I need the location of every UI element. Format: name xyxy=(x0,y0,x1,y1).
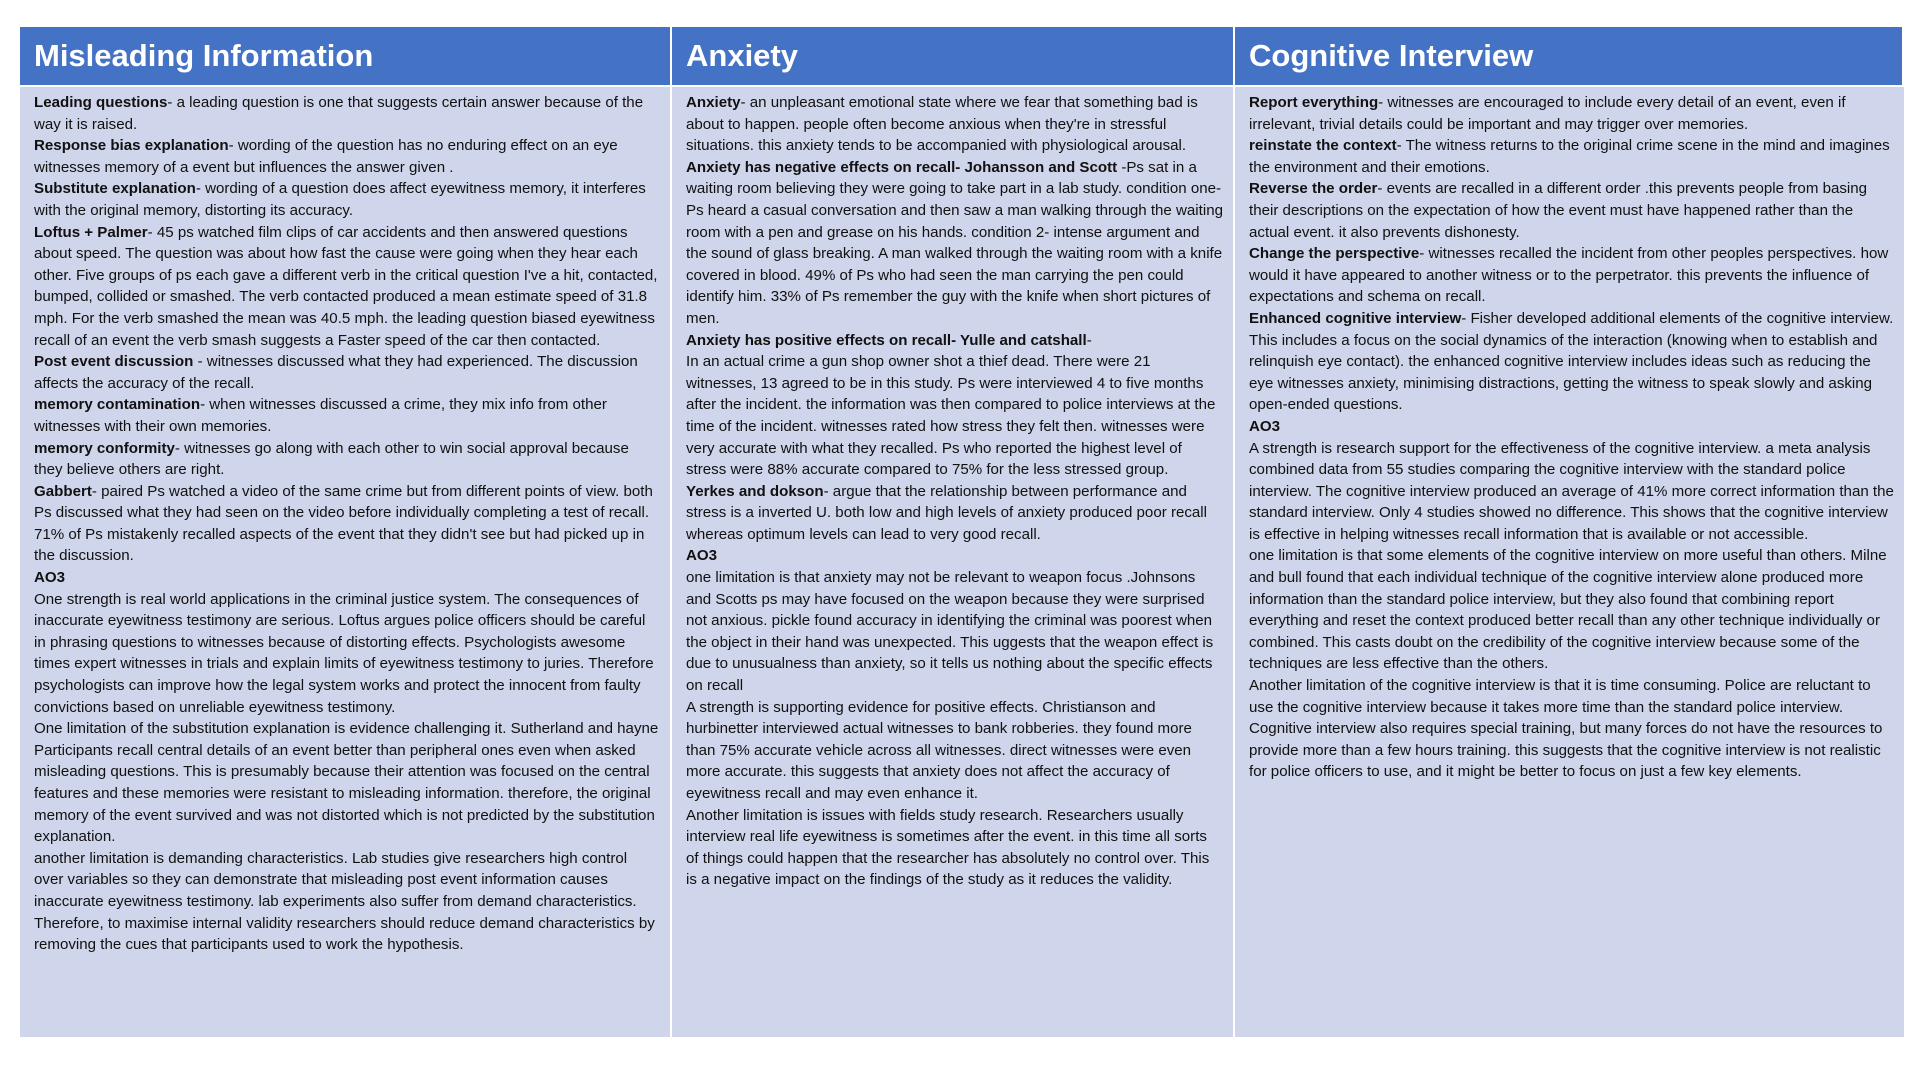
paragraph-term: Anxiety has positive effects on recall- Yulle and catshall xyxy=(686,331,1087,349)
paragraph-text: - when witnesses discussed a crime, they mix info from other witnesses with their own memories. xyxy=(34,396,607,435)
column-body-anxiety xyxy=(672,85,1235,1037)
paragraph-text: One strength is real world applications in the criminal justice system. The consequences of inaccurate eyewitness testimony are serious. Loftus argues police officers should be careful in phrasing questions to witnesses because of distorting effects. Psychologists awesome times expert witnesses in trials and explain limits of eyewitness testimony to juries. Therefore psychologists can improve how the legal system works and protect the innocent from faulty convictions based on unreliable eyewitness testimony. xyxy=(34,590,654,716)
paragraph-term: memory conformity xyxy=(34,439,175,457)
paragraph xyxy=(1249,416,1894,438)
paragraph-text: one limitation is that anxiety may not be relevant to weapon focus .Johnsons and Scotts ps may have focused on the weapon because they were surprised not anxious. pickle found accuracy in identifying the criminal was poorest when the object in their hand was unexpected. This uggests that the weapon effect is due to unusualness than anxiety, so it tells us nothing about the specific effects on recall xyxy=(686,569,1214,695)
paragraph xyxy=(1249,92,1894,135)
paragraph-text: - wording of the question has no enduring effect on an eye witnesses memory of a event but influences the answer given . xyxy=(34,137,618,176)
paragraph-term: Yerkes and dokson xyxy=(686,482,824,500)
paragraph xyxy=(34,178,660,221)
paragraph-text: - witnesses go along with each other to win social approval because they believe others are right. xyxy=(34,439,629,479)
paragraph-term: reinstate the context xyxy=(1249,137,1397,155)
paragraph-text: - argue that the relationship between performance and stress is a inverted U. both low and high levels of anxiety produced poor recall whereas optimum levels can lead to very good recall. xyxy=(686,482,1208,543)
paragraph-text: Another limitation is issues with fields study research. Researchers usually interview real life eyewitness is sometimes after the event. in this time all sorts of things could happen that the researcher has absolutely no control over. This is a negative impact on the findings of the study as it reduces the validity. xyxy=(686,806,1210,889)
paragraph xyxy=(34,92,660,135)
paragraph xyxy=(34,222,660,352)
paragraph-text: another limitation is demanding characteristics. Lab studies give researchers high control over variables so they can demonstrate that misleading post event information causes inaccurate eyewitness testimony. lab experiments also suffer from demand characteristics. Therefore, to maximise internal validity researchers should reduce demand characteristics by removing the cues that participants used to work the hypothesis. xyxy=(34,849,655,954)
paragraph xyxy=(686,567,1223,697)
paragraph xyxy=(34,481,660,567)
paragraph xyxy=(34,135,660,178)
paragraph xyxy=(1249,545,1894,675)
paragraph xyxy=(34,718,660,848)
paragraph xyxy=(686,351,1223,481)
paragraph xyxy=(1249,135,1894,178)
paragraph xyxy=(1249,178,1894,243)
paragraph xyxy=(34,394,660,437)
column-body-cognitive-interview xyxy=(1235,85,1904,1037)
paragraph xyxy=(34,848,660,956)
paragraph-text: - a leading question is one that suggests certain answer because of the way it is raised. xyxy=(34,94,644,133)
paragraph-term: memory contamination xyxy=(34,396,201,414)
paragraph-term: AO3 xyxy=(1249,417,1281,435)
paragraph-term: Change the perspective xyxy=(1249,245,1420,263)
paragraph-text: - 45 ps watched film clips of car accidents and then answered questions about speed. The question was about how fast the cause were going when they hear each other. Five groups of ps each gave a different verb in the critical question I've a hit, contacted, bumped, collided or smashed. The verb contacted produced a mean estimate speed of 31.8 mph. For the verb smashed the mean was 40.5 mph. the leading question biased eyewitness recall of an event the verb smash suggests a Faster speed of the car then contacted. xyxy=(34,223,658,349)
paragraph xyxy=(1249,243,1894,308)
paragraph xyxy=(686,330,1223,352)
paragraph-text: - witnesses are encouraged to include every detail of an event, even if irrelevant, trivial details could be important and may trigger over memories. xyxy=(1249,94,1846,133)
paragraph xyxy=(34,438,660,481)
paragraph xyxy=(34,567,660,589)
paragraph-text: - witnesses recalled the incident from other peoples perspectives. how would it have appeared to another witness or to the perpetrator. this prevents the influence of expectations and schema on recall. xyxy=(1249,245,1889,306)
paragraph xyxy=(686,92,1223,157)
column-header-anxiety: Anxiety xyxy=(672,27,1235,85)
paragraph-term: Post event discussion xyxy=(34,353,194,371)
paragraph-term: Reverse the order xyxy=(1249,180,1378,198)
paragraph-text: - wording of a question does affect eyewitness memory, it interferes with the original memory, distorting its accuracy. xyxy=(34,180,646,219)
paragraph-text: - The witness returns to the original crime scene in the mind and imagines the environment and their emotions. xyxy=(1249,137,1890,176)
paragraph xyxy=(686,545,1223,567)
paragraph-term: AO3 xyxy=(686,547,718,565)
paragraph-text: - witnesses discussed what they had experienced. The discussion affects the accuracy of the recall. xyxy=(34,353,638,392)
paragraph-text: In an actual crime a gun shop owner shot a thief dead. There were 21 witnesses, 13 agreed to be in this study. Ps were interviewed 4 to five months after the incident. the information was then compared to police interviews at the time of the incident. witnesses rated how stress they felt then. witnesses were very accurate with what they recalled. Ps who reported the highest level of stress were 88% accurate compared to 75% for the less stressed group. xyxy=(686,353,1216,479)
paragraph-text: one limitation is that some elements of the cognitive interview on more useful than others. Milne and bull found that each individual technique of the cognitive interview alone produced more information than the standard police interview, but they also found that combining report everything and reset the context produced better recall than any other technique individually or combined. This casts doubt on the credibility of the cognitive interview because some of the techniques are less effective than the others. xyxy=(1249,547,1887,673)
paragraph-text: - Fisher developed additional elements of the cognitive interview. This includes a focus on the social dynamics of the interaction (knowing when to establish and relinquish eye contact). the enhanced cognitive interview includes ideas such as reducing the eye witnesses anxiety, minimising distractions, getting the witness to speak slowly and asking open-ended questions. xyxy=(1249,309,1894,414)
paragraph xyxy=(1249,438,1894,546)
paragraph xyxy=(34,351,660,394)
paragraph-text: - paired Ps watched a video of the same crime but from different points of view. both Ps discussed what they had seen on the video before individually completing a test of recall. 71% of Ps mistakenly recalled aspects of the event that they didn't see but had picked up in the discussion. xyxy=(34,482,653,565)
column-header-misleading-information: Misleading Information xyxy=(20,27,672,85)
paragraph-term: AO3 xyxy=(34,569,66,587)
paragraph-term: Anxiety xyxy=(686,94,741,111)
paragraph-text: - xyxy=(1086,331,1092,349)
paragraph-text: -Ps sat in a waiting room believing they were going to take part in a lab study. condition one- Ps heard a casual conversation and then saw a man walking through the waiting room with a pen and grease on his hands. condition 2- intense argument and the sound of glass breaking. A man walked through the waiting room with a knife covered in blood. 49% of Ps who had seen the man carrying the pen could identify him. 33% of Ps remember the guy with the knife when short pictures of men. xyxy=(686,158,1223,327)
paragraph-text: One limitation of the substitution explanation is evidence challenging it. Sutherland and hayne Participants recall central details of an event better than peripheral ones even when asked misleading questions. This is presumably because their attention was focused on the central features and these memories were resistant to misleading information. therefore, the original memory of the event survived and was not distorted which is not predicted by the substitution explanation. xyxy=(34,720,659,846)
paragraph-term: Enhanced cognitive interview xyxy=(1249,309,1462,327)
column-body-misleading-information xyxy=(20,85,672,1037)
paragraph xyxy=(1249,308,1894,416)
paragraph xyxy=(686,481,1223,546)
paragraph-text: - an unpleasant emotional state where we fear that something bad is about to happen. people often become anxious when they're in stressful situations. this anxiety tends to be accompanied with physiological arousal. xyxy=(686,94,1198,155)
notes-table xyxy=(20,27,1904,1037)
column-header-cognitive-interview: Cognitive Interview xyxy=(1235,27,1904,85)
paragraph xyxy=(34,589,660,719)
paragraph-text: A strength is research support for the effectiveness of the cognitive interview. a meta analysis combined data from 55 studies comparing the cognitive interview with the standard police interview. The cognitive interview produced an average of 41% more correct information than the standard interview. Only 4 studies showed no difference. This shows that the cognitive interview is effective in helping witnesses recall information that is available or not accessible. xyxy=(1249,439,1894,543)
paragraph-term: Leading questions xyxy=(34,94,168,111)
paragraph-term: Substitute explanation xyxy=(34,180,196,198)
paragraph xyxy=(1249,675,1894,783)
paragraph-term: Report everything xyxy=(1249,94,1379,111)
paragraph-term: Anxiety has negative effects on recall- Johansson and Scott xyxy=(686,158,1118,176)
paragraph xyxy=(686,697,1223,805)
paragraph-term: Response bias explanation xyxy=(34,137,229,155)
paragraph-text: A strength is supporting evidence for positive effects. Christianson and hurbinetter interviewed actual witnesses to bank robberies. they found more than 75% accurate vehicle across all witnesses. direct witnesses were even more accurate. this suggests that anxiety does not affect the accuracy of eyewitness recall and may even enhance it. xyxy=(686,698,1192,802)
paragraph-term: Loftus + Palmer xyxy=(34,223,148,241)
paragraph-term: Gabbert xyxy=(34,482,92,500)
paragraph xyxy=(686,157,1223,330)
paragraph-text: Another limitation of the cognitive interview is that it is time consuming. Police are reluctant to use the cognitive interview because it takes more time than the standard police interview. Cognitive interview also requires special training, but many forces do not have the resources to provide more than a few hours training. this suggests that the cognitive interview is not realistic for police officers to use, and it might be better to focus on just a few key elements. xyxy=(1249,677,1883,781)
paragraph-text: - events are recalled in a different order .this prevents people from basing their descriptions on the expectation of how the event must have happened rather than the actual event. it also prevents dishonesty. xyxy=(1249,180,1868,241)
paragraph xyxy=(686,805,1223,891)
